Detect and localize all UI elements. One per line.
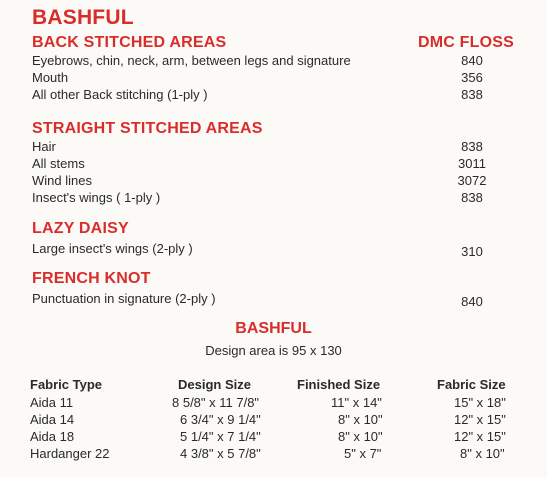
list-item	[32, 241, 492, 257]
item-label: Wind lines	[32, 173, 92, 188]
table-cell: 12" x 15"	[454, 412, 506, 427]
floss-number: 838	[461, 87, 483, 102]
dmc-floss-header: DMC FLOSS	[418, 34, 515, 51]
floss-number: 3011	[458, 156, 486, 171]
list-item	[32, 139, 492, 155]
table-cell: 12" x 15"	[454, 429, 506, 444]
page-title: BASHFUL	[32, 6, 134, 29]
column-header-fabric-type: Fabric Type	[30, 377, 103, 392]
section-title-lazy-daisy: LAZY DAISY	[32, 220, 129, 237]
item-label: Insect's wings ( 1-ply )	[32, 190, 161, 205]
floss-number: 840	[461, 294, 483, 309]
section-title-french-knot: FRENCH KNOT	[32, 270, 151, 287]
table-cell: 5" x 7"	[344, 446, 382, 461]
item-label: All other Back stitching (1-ply )	[32, 87, 208, 102]
table-cell: 8" x 10"	[338, 429, 383, 444]
floss-number: 356	[461, 70, 483, 85]
floss-number: 3072	[457, 173, 487, 188]
table-cell: Aida 18	[30, 429, 75, 444]
section-title-back-stitched: BACK STITCHED AREAS	[32, 34, 227, 51]
design-title: BASHFUL	[235, 320, 312, 337]
list-item	[32, 70, 492, 86]
list-item	[32, 190, 492, 206]
list-item	[32, 156, 492, 172]
column-header-fabric-size: Fabric Size	[437, 377, 506, 392]
floss-number: 840	[461, 53, 483, 68]
table-cell: 8 5/8" x 11 7/8"	[172, 395, 260, 410]
floss-number: 838	[461, 139, 483, 154]
design-area-text: Design area is 95 x 130	[205, 343, 342, 358]
floss-number: 310	[461, 244, 483, 259]
table-cell: Hardanger 22	[30, 446, 110, 461]
table-cell: 8" x 10"	[338, 412, 383, 427]
item-label: Eyebrows, chin, neck, arm, between legs and signature	[32, 53, 351, 68]
list-item	[32, 53, 492, 69]
table-cell: 5 1/4" x 7 1/4"	[180, 429, 261, 444]
item-label: Mouth	[32, 70, 69, 85]
list-item	[32, 173, 492, 189]
table-cell: 15" x 18"	[454, 395, 506, 410]
floss-number: 838	[461, 190, 483, 205]
section-title-straight-stitched: STRAIGHT STITCHED AREAS	[32, 120, 263, 137]
table-cell: 8" x 10"	[460, 446, 505, 461]
table-cell: 4 3/8" x 5 7/8"	[180, 446, 261, 461]
table-cell: Aida 14	[30, 412, 75, 427]
list-item	[32, 291, 492, 307]
list-item	[32, 87, 492, 103]
table-cell: 11" x 14"	[331, 395, 382, 410]
item-label: Punctuation in signature (2-ply )	[32, 291, 216, 306]
table-cell: Aida 11	[30, 395, 74, 410]
item-label: All stems	[32, 156, 85, 171]
item-label: Hair	[32, 139, 56, 154]
table-cell: 6 3/4" x 9 1/4"	[180, 412, 261, 427]
item-label: Large insect's wings (2-ply )	[32, 241, 193, 256]
column-header-finished-size: Finished Size	[297, 377, 381, 392]
column-header-design-size: Design Size	[178, 377, 251, 392]
